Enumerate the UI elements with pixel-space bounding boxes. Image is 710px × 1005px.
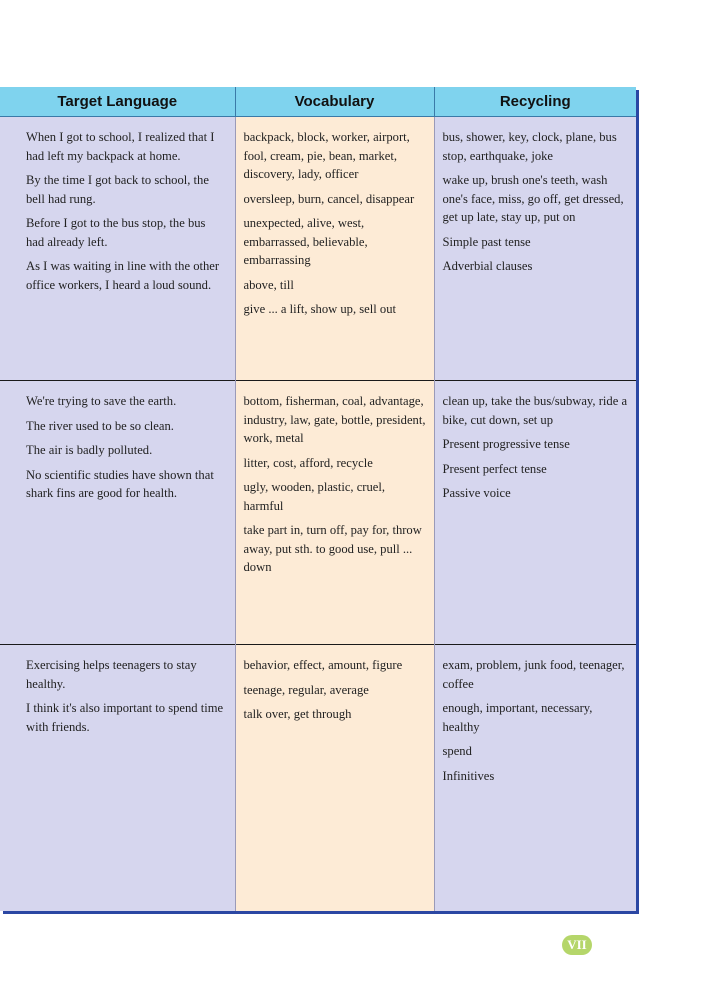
table-header-row [0,87,636,117]
target-language-item: By the time I got back to school, the bell had rung. [26,173,209,206]
target-language-item: The river used to be so clean. [26,418,174,433]
recycling-item: clean up, take the bus/subway, ride a bike, cut down, set up [442,394,628,427]
target-language-item: When I got to school, I realized that I had left my backpack at home. [26,130,215,163]
table-row [0,117,636,381]
recycling-item: exam, problem, junk food, teenager, coffee [442,658,625,691]
vocabulary-item: ugly, wooden, plastic, cruel, harmful [243,480,386,513]
recycling-item: Adverbial clauses [442,259,533,273]
target-language-item: The air is badly polluted. [26,443,153,458]
target-language-item: We're trying to save the earth. [26,394,177,409]
target-language-item: As I was waiting in line with the other office workers, I heard a loud sound. [26,259,220,292]
recycling-item: Passive voice [442,486,511,501]
recycling-cell [434,381,636,645]
vocabulary-item: unexpected, alive, west, embarrassed, believable, embarrassing [243,216,368,267]
syllabus-table [0,87,636,911]
recycling-cell [434,117,636,381]
recycling-item: Present perfect tense [442,461,547,476]
target-language-item: Exercising helps teenagers to stay healthy. [26,658,197,691]
recycling-item: Present progressive tense [442,437,570,452]
target-language-cell [0,381,235,645]
target-language-cell [0,117,235,381]
header-vocabulary: Vocabulary [235,87,434,117]
recycling-item: bus, shower, key, clock, plane, bus stop, earthquake, joke [442,130,617,163]
target-language-item: No scientific studies have shown that shark fins are good for health. [26,467,214,501]
recycling-item: enough, important, necessary, healthy [442,701,593,734]
recycling-item: Infinitives [442,768,495,783]
recycling-item: spend [442,744,472,759]
recycling-cell [434,645,636,911]
header-target-language: Target Language [0,87,235,117]
vocabulary-cell [235,117,434,381]
vocabulary-cell [235,381,434,645]
vocabulary-item: bottom, fisherman, coal, advantage, industry, law, gate, bottle, president, work, metal [243,394,426,446]
header-recycling: Recycling [434,87,636,117]
vocabulary-item: above, till [243,277,294,292]
vocabulary-item: backpack, block, worker, airport, fool, cream, pie, bean, market, discovery, lady, officer [243,130,410,181]
vocabulary-item: talk over, get through [243,707,352,722]
target-language-item: I think it's also important to spend time with friends. [26,701,224,734]
vocabulary-cell [235,645,434,911]
vocabulary-item: give ... a lift, show up, sell out [243,302,397,316]
recycling-item: wake up, brush one's teeth, wash one's face, miss, go off, get dressed, get up late, stay up, put on [442,173,624,224]
vocabulary-item: litter, cost, afford, recycle [243,455,373,470]
syllabus-table-container [0,87,636,911]
page-number-badge: VII [562,935,592,955]
vocabulary-item: oversleep, burn, cancel, disappear [243,191,415,206]
table-row [0,645,636,911]
target-language-item: Before I got to the bus stop, the bus had already left. [26,216,206,249]
vocabulary-item: teenage, regular, average [243,682,369,697]
table-row [0,381,636,645]
vocabulary-item: behavior, effect, amount, figure [243,658,403,673]
recycling-item: Simple past tense [442,234,531,249]
target-language-cell [0,645,235,911]
vocabulary-item: take part in, turn off, pay for, throw away, put sth. to good use, pull ... down [243,523,422,575]
